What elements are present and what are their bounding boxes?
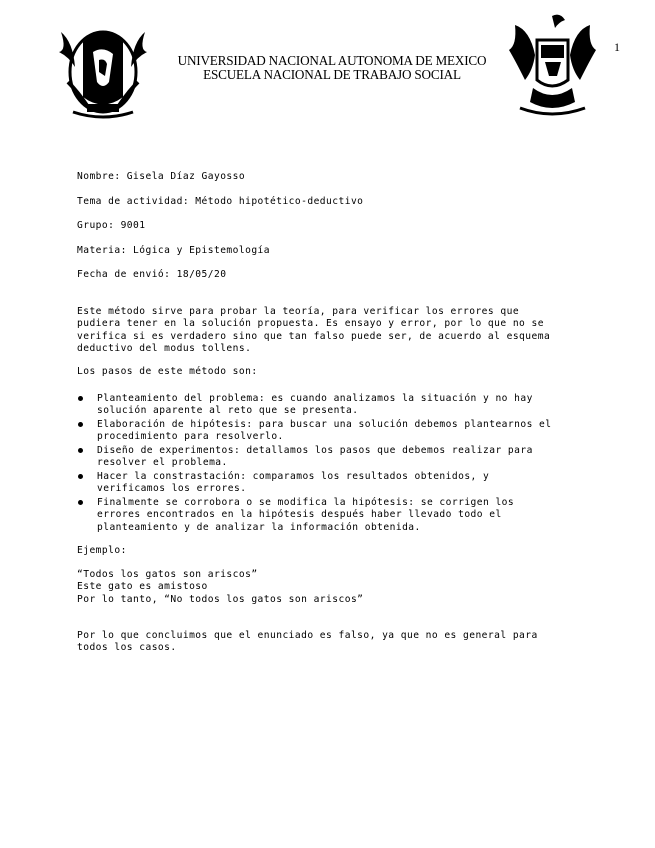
university-name: UNIVERSIDAD NACIONAL AUTONOMA DE MEXICO [177,53,487,68]
example-heading: Ejemplo: [77,545,127,556]
intro-paragraph: Este método sirve para probar la teoría, para verificar los errores que pudiera tener en la solución propuesta. Es ensayo y error, por lo que no se verifica si es verdadero sino que tan falso puede ser, de acuerdo al esquema deductivo del modus tollens. [77,306,551,355]
example-lines: “Todos los gatos son ariscos” Este gato es amistoso Por lo tanto, “No todos los gatos son ariscos” [77,569,364,605]
page-number: 1 [614,40,620,54]
bullet-icon [78,422,83,427]
list-item [77,393,577,418]
list-item [77,497,577,534]
subject: Materia: Lógica y Epistemología [77,245,271,256]
bullet-icon [78,500,83,505]
step-text: Finalmente se corrobora o se modifica la hipótesis: se corrigen los errores encontrados en la hipótesis después haber llevado todo el planteamiento y de analizar la información obtenida. [97,497,515,533]
step-text: Planteamiento del problema: es cuando analizamos la situación y no hay solución aparente al reto que se presenta. [97,393,533,417]
group-number: Grupo: 9001 [77,220,146,231]
document-header [160,54,504,82]
bullet-icon [78,396,83,401]
bullet-icon [78,448,83,453]
list-item [77,471,577,496]
unam-seal-logo [53,12,153,120]
conclusion-paragraph: Por lo que concluimos que el enunciado es falso, ya que no es general para todos los casos. [77,630,538,654]
list-item [77,445,577,470]
steps-heading: Los pasos de este método son: [77,366,258,377]
activity-topic: Tema de actividad: Método hipotético-deductivo [77,196,364,207]
steps-list [77,393,577,535]
student-name: Nombre: Gisela Díaz Gayosso [77,171,246,182]
school-name: ESCUELA NACIONAL DE TRABAJO SOCIAL [203,67,461,82]
submission-date: Fecha de envió: 18/05/20 [77,269,227,280]
ents-eagle-seal-logo [505,10,600,120]
bullet-icon [78,474,83,479]
step-text: Hacer la constrastación: comparamos los resultados obtenidos, y verificamos los errores. [97,471,490,495]
step-text: Diseño de experimentos: detallamos los pasos que debemos realizar para resolver el problema. [97,445,533,469]
step-text: Elaboración de hipótesis: para buscar una solución debemos plantearnos el procedimiento para resolverlo. [97,419,552,443]
list-item [77,419,577,444]
